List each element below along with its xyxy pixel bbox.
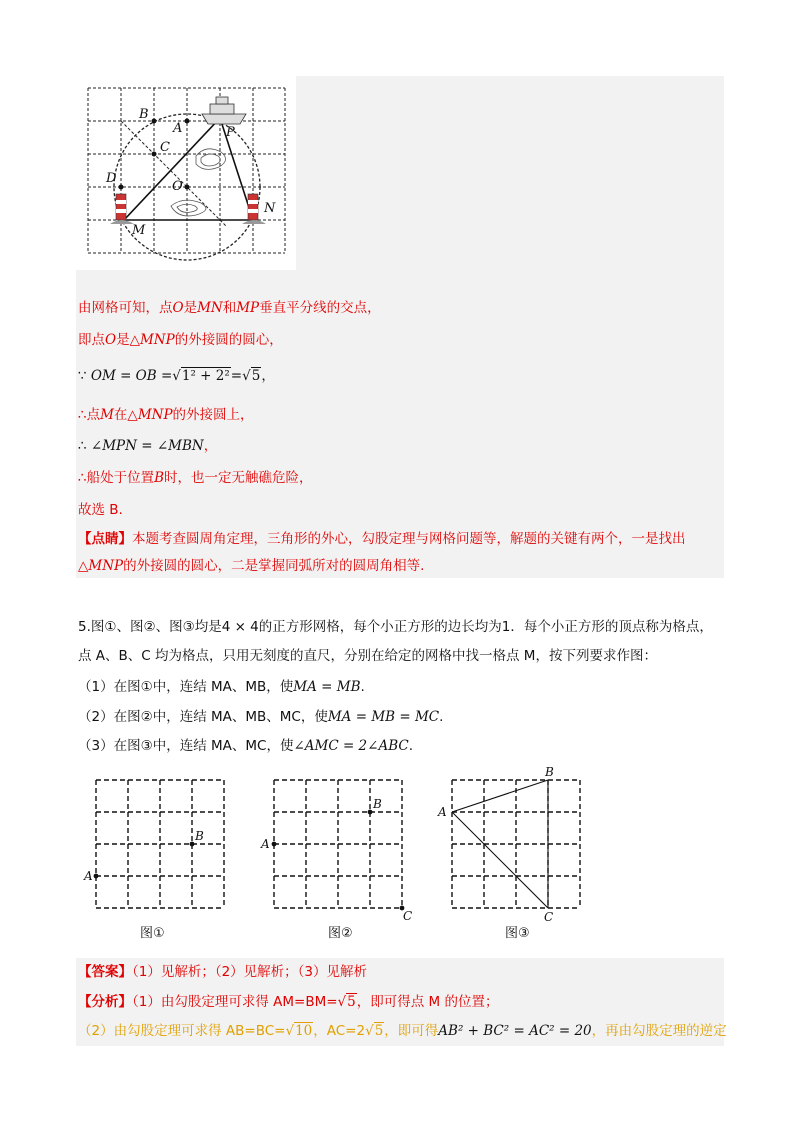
lighthouse-figure [76,76,296,270]
grid-figure-1 [82,768,252,922]
solution-line-4: ∴点M在△MNP的外接圆上， [78,407,254,423]
label-B: B [139,107,149,122]
point-A [185,119,190,124]
fig3-segment-AC [452,812,548,908]
fig1-point-B [190,842,195,847]
analysis-line-2: （2）由勾股定理可求得 AB=BC=√10，AC=2√5，即可得AB² + BC² = AC² = 20，再由勾股定理的逆定 [78,1023,727,1039]
fig3-label-A: A [438,805,447,819]
solution-line-3: ∵ OM = OB =√1² + 2²=√5， [78,368,275,384]
fig3-label-C: C [544,910,554,924]
fig2-caption: 图② [328,926,353,941]
solution-line-5: ∴ ∠MPN = ∠MBN， [78,438,218,454]
lighthouse-grid-svg [76,76,296,270]
label-M: M [132,223,146,238]
fig3-caption: 图③ [505,926,530,941]
label-O: O [172,179,183,194]
ship-icon [202,97,246,124]
problem5-q2: （2）在图②中，连结 MA、MB、MC，使MA = MB = MC. [78,709,444,725]
fig2-label-C: C [403,909,413,923]
problem5-q1: （1）在图①中，连结 MA、MB，使MA = MB. [78,679,365,695]
point-D [119,185,124,190]
fig1-label-A: A [84,869,93,883]
problem5-line-1: 5.图①、图②、图③均是4 × 4的正方形网格，每个小正方形的边长均为1．每个小正方形的顶点称为格点， [78,619,713,635]
fig2-point-B [368,810,373,815]
label-D: D [106,171,117,186]
comment-line-1: 【点睛】本题考查圆周角定理，三角形的外心，勾股定理与网格问题等，解题的关键有两个，一是找出 [78,531,686,547]
label-A: A [173,121,183,136]
fig3-label-B: B [545,765,554,779]
problem5-line-2: 点 A、B、C 均为格点，只用无刻度的直尺，分别在给定的网格中找一格点 M，按下列要求作图： [78,648,657,664]
solution-line-6: ∴船处于位置B时，也一定无触礁危险， [78,470,313,486]
analysis-line-1: 【分析】（1）由勾股定理可求得 AM=BM=√5，即可得点 M 的位置； [78,994,499,1010]
fig1-caption: 图① [140,926,165,941]
problem5-q3: （3）在图③中，连结 MA、MC，使∠AMC = 2∠ABC. [78,738,414,754]
answer-line: 【答案】（1）见解析；（2）见解析；（3）见解析 [78,964,368,980]
point-O [185,185,190,190]
label-C: C [160,140,170,155]
fig2-label-B: B [373,797,382,811]
fig2-point-A [272,842,277,847]
point-B [152,119,157,124]
label-N: N [264,201,276,216]
fig1-label-B: B [195,829,204,843]
fig2-label-A: A [261,837,270,851]
fig1-point-A [94,874,99,879]
fig3-segment-AB [452,780,548,812]
grid-figure-3 [436,764,606,928]
solution-line-1: 由网格可知，点O是MN和MP垂直平分线的交点， [78,300,381,316]
comment-line-2: △MNP的外接圆的圆心，二是掌握同弧所对的圆周角相等. [78,558,425,574]
solution-line-7: 故选 B. [78,502,123,518]
label-P: P [226,125,235,140]
point-C [152,152,157,157]
solution-line-2: 即点O是△MNP的外接圆的圆心， [78,332,283,348]
grid-figure-2 [258,768,428,927]
